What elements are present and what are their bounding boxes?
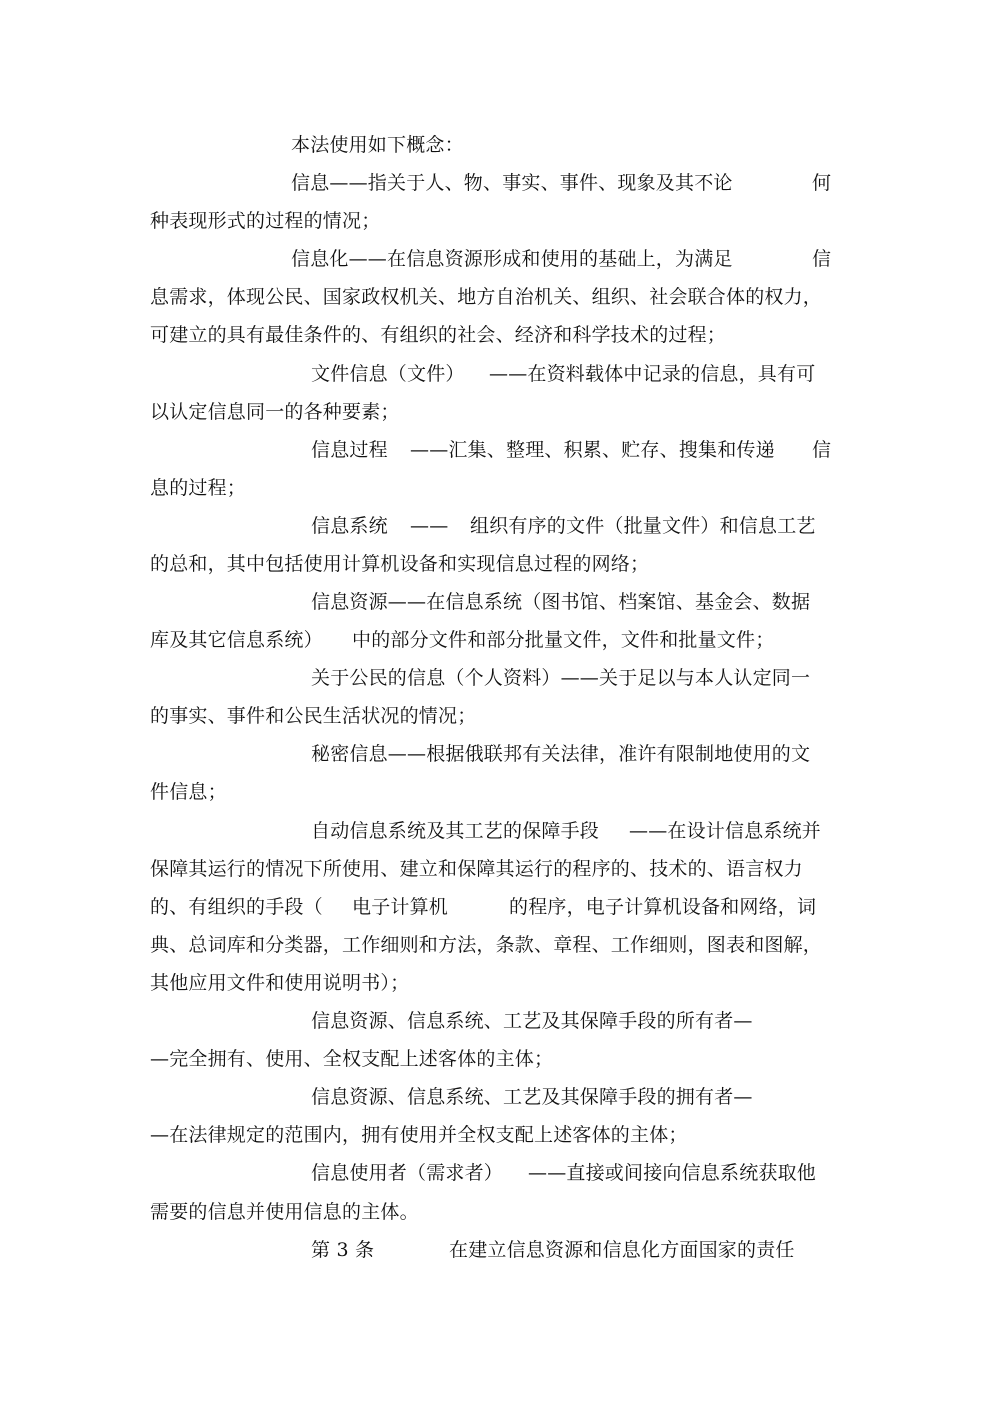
definition-system-line-1-tail: 组织有序的文件（批量文件）和信息工艺 <box>470 515 816 537</box>
definition-means-line-3-middle: 电子计算机 <box>352 896 449 918</box>
definition-holder-line-2: —在法律规定的范围内，拥有使用并全权支配上述客体的主体； <box>150 1124 688 1146</box>
definition-informatization-line-1: 信息化——在信息资源形成和使用的基础上，为满足 <box>291 248 733 270</box>
definition-resources-line-2-head: 库及其它信息系统） <box>150 629 323 651</box>
definition-information-line-1: 信息——指关于人、物、事实、事件、现象及其不论 <box>291 172 733 194</box>
intro-line: 本法使用如下概念： <box>291 134 464 156</box>
definition-informatization-line-1-tail: 信 <box>812 248 832 270</box>
definition-process-line-1-head: 信息过程 <box>311 439 388 461</box>
definition-process-line-2: 息的过程； <box>150 477 247 499</box>
definition-means-line-1-tail: ——在设计信息系统并 <box>629 820 822 842</box>
definition-means-line-4: 典、总词库和分类器，工作细则和方法，条款、章程、工作细则，图表和图解， <box>150 934 823 956</box>
definition-means-line-3-tail: 的程序，电子计算机设备和网络，词 <box>509 896 817 918</box>
definition-information-line-2: 种表现形式的过程的情况； <box>150 210 381 232</box>
definition-means-line-2: 保障其运行的情况下所使用、建立和保障其运行的程序的、技术的、语言权力 <box>150 858 803 880</box>
definition-owner-line-2: —完全拥有、使用、全权支配上述客体的主体； <box>150 1048 554 1070</box>
definition-resources-line-1: 信息资源——在信息系统（图书馆、档案馆、基金会、数据 <box>311 591 811 613</box>
definition-user-line-1-head: 信息使用者（需求者） <box>311 1162 504 1184</box>
definition-information-line-1-tail: 何 <box>812 172 832 194</box>
definition-process-line-1-tail: 信 <box>812 439 832 461</box>
definition-user-line-1-tail: ——直接或间接向信息系统获取他 <box>528 1162 817 1184</box>
definition-informatization-line-3: 可建立的具有最佳条件的、有组织的社会、经济和科学技术的过程； <box>150 324 727 346</box>
article-title: 在建立信息资源和信息化方面国家的责任 <box>449 1239 795 1261</box>
definition-document-line-1-tail: ——在资料载体中记录的信息，具有可 <box>489 363 816 385</box>
definition-personal-data-line-1: 关于公民的信息（个人资料）——关于足以与本人认定同一 <box>311 667 811 689</box>
definition-document-line-1-head: 文件信息（文件） <box>311 363 465 385</box>
definition-holder-line-1: 信息资源、信息系统、工艺及其保障手段的拥有者— <box>311 1086 753 1108</box>
definition-means-line-5: 其他应用文件和使用说明书）； <box>150 972 410 994</box>
definition-user-line-2: 需要的信息并使用信息的主体。 <box>150 1201 419 1223</box>
definition-means-line-1-head: 自动信息系统及其工艺的保障手段 <box>311 820 600 842</box>
definition-secret-line-1: 秘密信息——根据俄联邦有关法律，准许有限制地使用的文 <box>311 743 811 765</box>
definition-means-line-3-head: 的、有组织的手段（ <box>150 896 323 918</box>
definition-system-line-1-head: 信息系统 <box>311 515 388 537</box>
definition-owner-line-1: 信息资源、信息系统、工艺及其保障手段的所有者— <box>311 1010 753 1032</box>
definition-process-line-1-middle: ——汇集、整理、积累、贮存、搜集和传递 <box>410 439 775 461</box>
definition-system-line-1-dash: —— <box>410 515 449 537</box>
article-number: 第 3 条 <box>311 1239 375 1261</box>
definition-secret-line-2: 件信息； <box>150 781 227 803</box>
definition-informatization-line-2: 息需求，体现公民、国家政权机关、地方自治机关、组织、社会联合体的权力， <box>150 286 823 308</box>
definition-personal-data-line-2: 的事实、事件和公民生活状况的情况； <box>150 705 477 727</box>
definition-resources-line-2-tail: 中的部分文件和部分批量文件，文件和批量文件； <box>352 629 775 651</box>
definition-system-line-2: 的总和，其中包括使用计算机设备和实现信息过程的网络； <box>150 553 650 575</box>
definition-document-line-2: 以认定信息同一的各种要素； <box>150 401 400 423</box>
